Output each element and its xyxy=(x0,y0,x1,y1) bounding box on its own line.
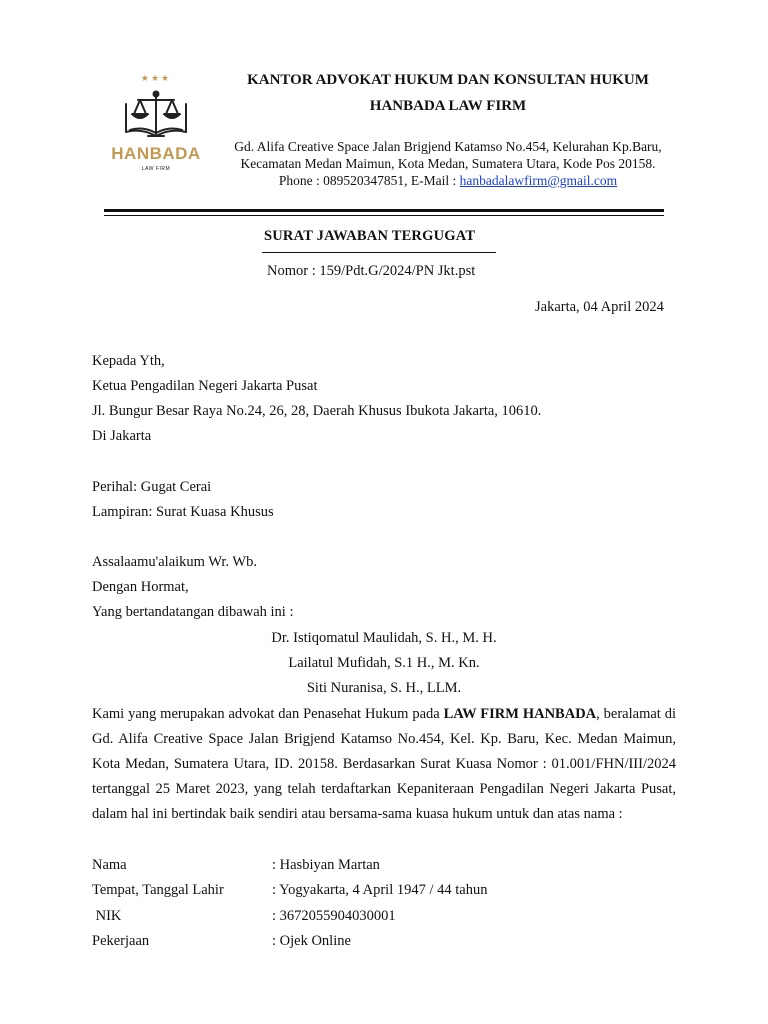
logo-subtitle: LAW FIRM xyxy=(141,166,171,172)
party-value-nik: : 3672055904030001 xyxy=(272,908,396,924)
document-title: SURAT JAWABAN TERGUGAT xyxy=(264,228,476,244)
para-firm-bold: LAW FIRM HANBADA xyxy=(443,706,597,722)
document-number: Nomor : 159/Pdt.G/2024/PN Jkt.pst xyxy=(267,263,476,279)
party-value-nama: : Hasbiyan Martan xyxy=(272,857,380,873)
address-line-1: Gd. Alifa Creative Space Jalan Brigjend Katamso No.454, Kelurahan Kp.Baru, xyxy=(234,139,662,154)
contact-line xyxy=(188,173,708,189)
signatory-3: Siti Nuranisa, S. H., LLM. xyxy=(306,680,462,696)
scales-book-icon xyxy=(108,86,204,146)
party-label-ttl: Tempat, Tanggal Lahir xyxy=(92,882,224,898)
intro-line: Yang bertandatangan dibawah ini : xyxy=(92,604,294,620)
recipient-city: Di Jakarta xyxy=(92,428,152,444)
recipient-name: Ketua Pengadilan Negeri Jakarta Pusat xyxy=(92,378,318,394)
signatory-1: Dr. Istiqomatul Maulidah, S. H., M. H. xyxy=(271,630,497,646)
email-link[interactable]: hanbadalawfirm@gmail.com xyxy=(459,173,618,188)
para-rest: , beralamat di Gd. Alifa Creative Space Jalan Brigjend Katamso No.454, Kel. Kp. Baru, Kec. Medan Maimun, Kota Medan, Sumatera Utara, ID. 20158. Berdasarkan Surat Kuasa Nomor : 01.001/FHN/III/2024 tertanggal 25 Maret 2023, yang telah terdaftarkan Kepaniteraan Pengadilan Negeri Jakarta Pusat, dalam hal ini bertindak baik sendiri atau bersama-sama kuasa hukum untuk dan atas nama : xyxy=(92,706,676,822)
party-label-nama: Nama xyxy=(92,857,127,873)
perihal: Perihal: Gugat Cerai xyxy=(92,479,212,495)
party-label-pekerjaan: Pekerjaan xyxy=(92,933,150,949)
letterhead-rule-thick xyxy=(104,209,664,212)
recipient-address: Jl. Bungur Besar Raya No.24, 26, 28, Daerah Khusus Ibukota Jakarta, 10610. xyxy=(92,403,542,419)
signatory-2: Lailatul Mufidah, S.1 H., M. Kn. xyxy=(288,655,480,671)
hormat: Dengan Hormat, xyxy=(92,579,189,595)
logo-name: HANBADA xyxy=(111,144,201,163)
place-date: Jakarta, 04 April 2024 xyxy=(535,299,664,315)
phone-label: Phone : 089520347851, E-Mail : xyxy=(278,173,460,188)
body-paragraph xyxy=(92,702,676,827)
logo-stars: ★★★ xyxy=(140,74,172,84)
firm-name: HANBADA LAW FIRM xyxy=(369,98,527,114)
title-underline xyxy=(262,252,496,253)
party-label-nik: NIK xyxy=(92,908,122,924)
letterhead-rule-thin xyxy=(104,215,664,216)
office-name: KANTOR ADVOKAT HUKUM DAN KONSULTAN HUKUM xyxy=(247,72,649,88)
para-start: Kami yang merupakan advokat dan Penasehat Hukum pada xyxy=(92,706,444,722)
greeting: Assalaamu'alaikum Wr. Wb. xyxy=(92,554,257,570)
address-line-2: Kecamatan Medan Maimun, Kota Medan, Sumatera Utara, Kode Pos 20158. xyxy=(240,156,656,171)
recipient-salutation: Kepada Yth, xyxy=(92,353,165,369)
party-value-pekerjaan: : Ojek Online xyxy=(272,933,351,949)
lampiran: Lampiran: Surat Kuasa Khusus xyxy=(92,504,274,520)
party-value-ttl: : Yogyakarta, 4 April 1947 / 44 tahun xyxy=(272,882,488,898)
